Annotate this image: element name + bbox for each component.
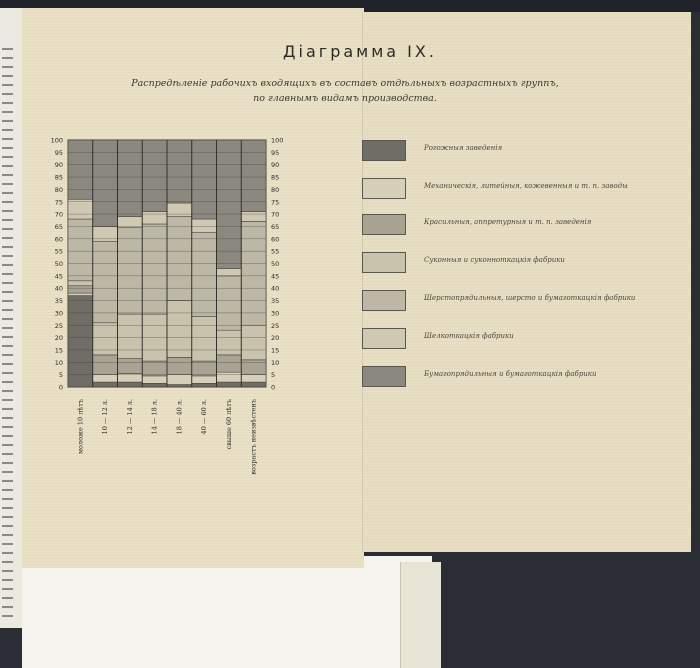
bar-segment bbox=[68, 219, 93, 281]
bar-segment bbox=[142, 376, 167, 383]
category-label: возрастъ неизвѣстенъ bbox=[249, 399, 258, 475]
y-tick-label-right: 40 bbox=[271, 284, 280, 293]
legend-swatch bbox=[362, 178, 406, 199]
legend-swatch bbox=[362, 252, 406, 273]
bar-segment bbox=[118, 314, 143, 358]
bar-segment bbox=[167, 375, 192, 385]
bar-segment bbox=[241, 382, 266, 387]
y-tick-label-right: 75 bbox=[271, 198, 280, 207]
bar-segment bbox=[93, 140, 118, 226]
y-tick-label-left: 70 bbox=[54, 210, 63, 219]
bar-segment bbox=[93, 375, 118, 382]
y-tick-label-left: 80 bbox=[54, 185, 63, 194]
legend-label: Шерстопрядильныя, шерсто и бумаготкацкія фабрики bbox=[424, 294, 636, 302]
bar-segment bbox=[167, 301, 192, 358]
bar-segment bbox=[118, 228, 143, 314]
y-tick-label-left: 25 bbox=[54, 321, 63, 330]
bar-segment bbox=[93, 355, 118, 375]
y-tick-label-left: 50 bbox=[54, 260, 63, 268]
bar-segment bbox=[192, 361, 217, 376]
bar-segment bbox=[118, 359, 143, 374]
subtitle-line-1: Распредѣленіе рабочихъ входящихъ въ составъ отдѣльныхъ возрастныхъ группъ, bbox=[131, 78, 559, 89]
bar-segment bbox=[241, 360, 266, 375]
y-tick-label-right: 0 bbox=[271, 383, 276, 392]
bar-segment bbox=[142, 212, 167, 224]
bar-segment bbox=[192, 233, 217, 317]
bar-segment bbox=[118, 140, 143, 217]
bar-segment bbox=[167, 203, 192, 217]
bar-segment bbox=[68, 296, 93, 387]
y-tick-label-right: 80 bbox=[271, 185, 280, 194]
bar-segment bbox=[93, 382, 118, 387]
y-tick-label-right: 25 bbox=[271, 321, 280, 330]
bar-segment bbox=[192, 317, 217, 361]
bar-segment bbox=[68, 140, 93, 199]
bar-segment bbox=[118, 382, 143, 387]
bar-segment bbox=[167, 140, 192, 203]
bar-segment bbox=[118, 217, 143, 228]
bar-segment bbox=[167, 385, 192, 387]
y-tick-label-left: 75 bbox=[54, 198, 63, 207]
bar-segment bbox=[241, 212, 266, 222]
bar-segment bbox=[142, 361, 167, 376]
y-tick-label-right: 60 bbox=[271, 235, 280, 244]
y-tick-label-left: 0 bbox=[58, 383, 63, 392]
y-tick-label-right: 10 bbox=[271, 358, 280, 367]
category-label: моложе 10 лѣтъ bbox=[76, 399, 85, 455]
category-label: 40 — 60 л. bbox=[200, 399, 209, 435]
bar-segment bbox=[192, 219, 217, 233]
legend-label: Суконныя и суконноткацкія фабрики bbox=[424, 256, 565, 264]
category-label: 10 — 12 л. bbox=[101, 399, 110, 435]
y-tick-label-left: 35 bbox=[54, 297, 63, 306]
bar-segment bbox=[68, 199, 93, 219]
y-tick-label-left: 65 bbox=[54, 222, 63, 231]
bar-segment bbox=[217, 382, 242, 387]
legend-swatch bbox=[362, 366, 406, 387]
bar-segment bbox=[241, 140, 266, 212]
bar-segment bbox=[217, 372, 242, 382]
legend-label: Рогожныя заведенія bbox=[424, 144, 503, 152]
y-tick-label-left: 55 bbox=[54, 247, 63, 256]
y-tick-label-left: 60 bbox=[54, 235, 63, 244]
y-tick-label-left: 5 bbox=[58, 371, 63, 380]
y-tick-label-left: 45 bbox=[54, 272, 63, 281]
y-tick-label-left: 95 bbox=[54, 148, 63, 157]
legend-swatch bbox=[362, 140, 406, 161]
category-label: свыше 60 лѣтъ bbox=[224, 399, 233, 450]
legend-label: Шелкоткацкія фабрики bbox=[424, 332, 514, 340]
y-tick-label-right: 55 bbox=[271, 247, 280, 256]
y-tick-label-right: 30 bbox=[271, 309, 280, 318]
bar-segment bbox=[241, 325, 266, 360]
category-label: 14 — 18 л. bbox=[150, 399, 159, 435]
y-tick-label-left: 100 bbox=[50, 136, 63, 145]
y-tick-label-left: 20 bbox=[54, 334, 63, 343]
y-tick-label-right: 5 bbox=[271, 371, 276, 380]
y-tick-label-right: 20 bbox=[271, 334, 280, 343]
legend-swatch bbox=[362, 328, 406, 349]
y-tick-label-left: 90 bbox=[54, 161, 63, 170]
bar-segment bbox=[93, 226, 118, 241]
category-label: 12 — 14 л. bbox=[125, 399, 134, 435]
y-tick-label-right: 85 bbox=[271, 173, 280, 182]
bar-segment bbox=[217, 140, 242, 268]
page-title: Діаграмма IX. bbox=[283, 42, 437, 61]
legend-label: Механическія, литейныя, кожевенныя и т. п. заводы bbox=[424, 182, 628, 190]
legend-swatch bbox=[362, 214, 406, 235]
y-tick-label-left: 10 bbox=[54, 358, 63, 367]
y-tick-label-left: 30 bbox=[54, 309, 63, 318]
category-label: 18 — 40 л. bbox=[175, 399, 184, 435]
y-tick-label-right: 90 bbox=[271, 161, 280, 170]
y-tick-label-right: 95 bbox=[271, 148, 280, 157]
bar-segment bbox=[217, 355, 242, 372]
bar-segment bbox=[192, 383, 217, 387]
bar-segment bbox=[167, 357, 192, 374]
y-tick-label-right: 50 bbox=[271, 260, 280, 268]
bar-segment bbox=[217, 276, 242, 330]
y-tick-label-right: 65 bbox=[271, 222, 280, 231]
bar-segment bbox=[192, 140, 217, 219]
legend-label: Бумагопрядильныя и бумаготкацкія фабрики bbox=[424, 370, 597, 378]
y-tick-label-right: 100 bbox=[271, 136, 284, 145]
bar-segment bbox=[192, 376, 217, 383]
bar-segment bbox=[68, 293, 93, 295]
y-tick-label-right: 15 bbox=[271, 346, 280, 355]
y-tick-label-left: 40 bbox=[54, 284, 63, 293]
bar-segment bbox=[93, 241, 118, 323]
bar-segment bbox=[68, 286, 93, 293]
legend-swatch bbox=[362, 290, 406, 311]
y-tick-label-right: 45 bbox=[271, 272, 280, 281]
y-tick-label-left: 85 bbox=[54, 173, 63, 182]
y-tick-label-left: 15 bbox=[54, 346, 63, 355]
bar-segment bbox=[241, 375, 266, 382]
bar-segment bbox=[142, 383, 167, 387]
bar-segment bbox=[167, 217, 192, 301]
bar-segment bbox=[142, 140, 167, 212]
bar-segment bbox=[68, 281, 93, 286]
subtitle-line-2: по главнымъ видамъ производства. bbox=[253, 93, 437, 104]
bar-segment bbox=[217, 268, 242, 275]
y-tick-label-right: 35 bbox=[271, 297, 280, 306]
y-tick-label-right: 70 bbox=[271, 210, 280, 219]
legend-label: Красильныя, аппретурныя и т. п. заведенія bbox=[424, 218, 592, 226]
bar-segment bbox=[217, 330, 242, 355]
bar-segment bbox=[241, 222, 266, 326]
